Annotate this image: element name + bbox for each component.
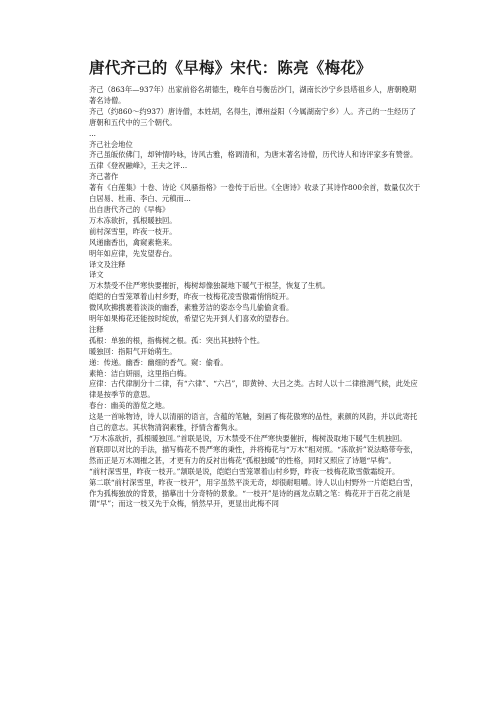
paragraph: 注释 (89, 324, 104, 334)
paragraph: 齐己虽皈依佛门，却钟情吟咏，诗风古雅，格调清和，为唐末著名诗僧，历代诗人和诗评家多有赞誉。五律《登祝融峰》，王夫之评... (89, 150, 418, 171)
paragraph: 齐己社会地位 (89, 139, 133, 149)
paragraph: 齐己著作 (89, 172, 119, 182)
paragraph: 这是一首咏物诗，诗人以清丽的语言，含蕴的笔触，刻画了梅花傲寒的品性，素颜的风韵，并以此寄托自己的意志。其状物清润素雅，抒情含蓄隽永。 (89, 412, 418, 433)
paragraph: 万木冻欲折，孤根暖独回。 (89, 215, 177, 225)
document-body (89, 85, 422, 510)
paragraph: 微风吹拂携裹着淡淡的幽香，素雅芳洁的姿态令鸟儿偷偷贪看。 (89, 303, 294, 313)
paragraph: 素艳：洁白妍丽，这里指白梅。 (89, 368, 192, 378)
document-title: 唐代齐己的《早梅》宋代：陈亮《梅花》 (89, 59, 372, 77)
paragraph: 译文及注释 (89, 259, 126, 269)
paragraph: 应律：古代律制分十二律，有“六律”、“六吕”，即黄钟、大吕之类。古时人以十二律推测气候，此处应律是按季节的意思。 (89, 379, 418, 400)
paragraph: 春台：幽美的游览之地。 (89, 401, 170, 411)
paragraph: 明年如应律，先发望春台。 (89, 248, 177, 258)
paragraph: 明年如果梅花还能按时绽放，希望它先开到人们喜欢的望春台。 (89, 314, 294, 324)
paragraph: 第二联“前村深雪里，昨夜一枝开”，用字虽然平淡无奇，却很耐咀嚼。诗人以山村野外一片皑皑白雪，作为孤梅独放的背景，描摹出十分奇特的景象。“一枝开”是诗的画龙点睛之笔：梅花开于百花之前是谓“早”；而这一枝又先于众梅，悄然早开，更显出此梅不同 (89, 477, 418, 509)
paragraph: 递：传递。幽香：幽细的香气。窥：偷看。 (89, 357, 228, 367)
paragraph: 孤根：单独的根，指梅树之根。孤：突出其独特个性。 (89, 335, 265, 345)
paragraph: 首联即以对比的手法，描写梅花不畏严寒的秉性，并将梅花与“万木”相对照。“冻欲折”说法略带夸张，然而正是万木凋摧之甚，才更有力的反衬出梅花“孤根独暖”的性格，同时又照应了诗题“早梅”。 (89, 444, 418, 465)
paragraph: “万木冻欲折，孤根暖独回。”首联是说，万木禁受不住严寒快要催折，梅树汲取地下暖气生机独回。 (89, 434, 407, 443)
paragraph: 译文 (89, 270, 104, 280)
paragraph: 齐己（863年—937年）出家前俗名胡德生，晚年自号衡岳沙门，湖南长沙宁乡县塔祖乡人，唐朝晚期著名诗僧。 (89, 85, 417, 105)
paragraph: 万木禁受不住严寒快要摧折，梅树却像独凝地下暖气于根茎，恢复了生机。 (89, 281, 330, 291)
paragraph: 齐己（约860～约937）唐诗僧，本姓胡，名得生，潭州益阳（今属湖南宁乡）人。齐己的一生经历了唐朝和五代中的三个朝代。 (89, 106, 417, 127)
paragraph: 风递幽香出，禽窥素艳来。 (89, 237, 177, 247)
paragraph: 出自唐代齐己的《早梅》 (89, 204, 170, 214)
paragraph: 皑皑的白雪笼罩着山村乡野，昨夜一枝梅花凌雪傲霜悄悄绽开。 (89, 292, 294, 302)
paragraph: 著有《白莲集》十卷、诗论《风骚指格》一卷传于后世。《全唐诗》收录了其诗作800余首，数量仅次于白居易、杜甫、李白、元稹而... (89, 183, 421, 204)
paragraph: 前村深雪里，昨夜一枝开。 (89, 226, 177, 236)
paragraph: 暖独回：指阳气开始萌生。 (89, 346, 177, 356)
paragraph: “前村深雪里，昨夜一枝开。”颔联是说，皑皑白雪笼罩着山村乡野，昨夜一枝梅花欺雪傲霜绽开。 (89, 466, 400, 476)
paragraph: ... (89, 128, 96, 138)
